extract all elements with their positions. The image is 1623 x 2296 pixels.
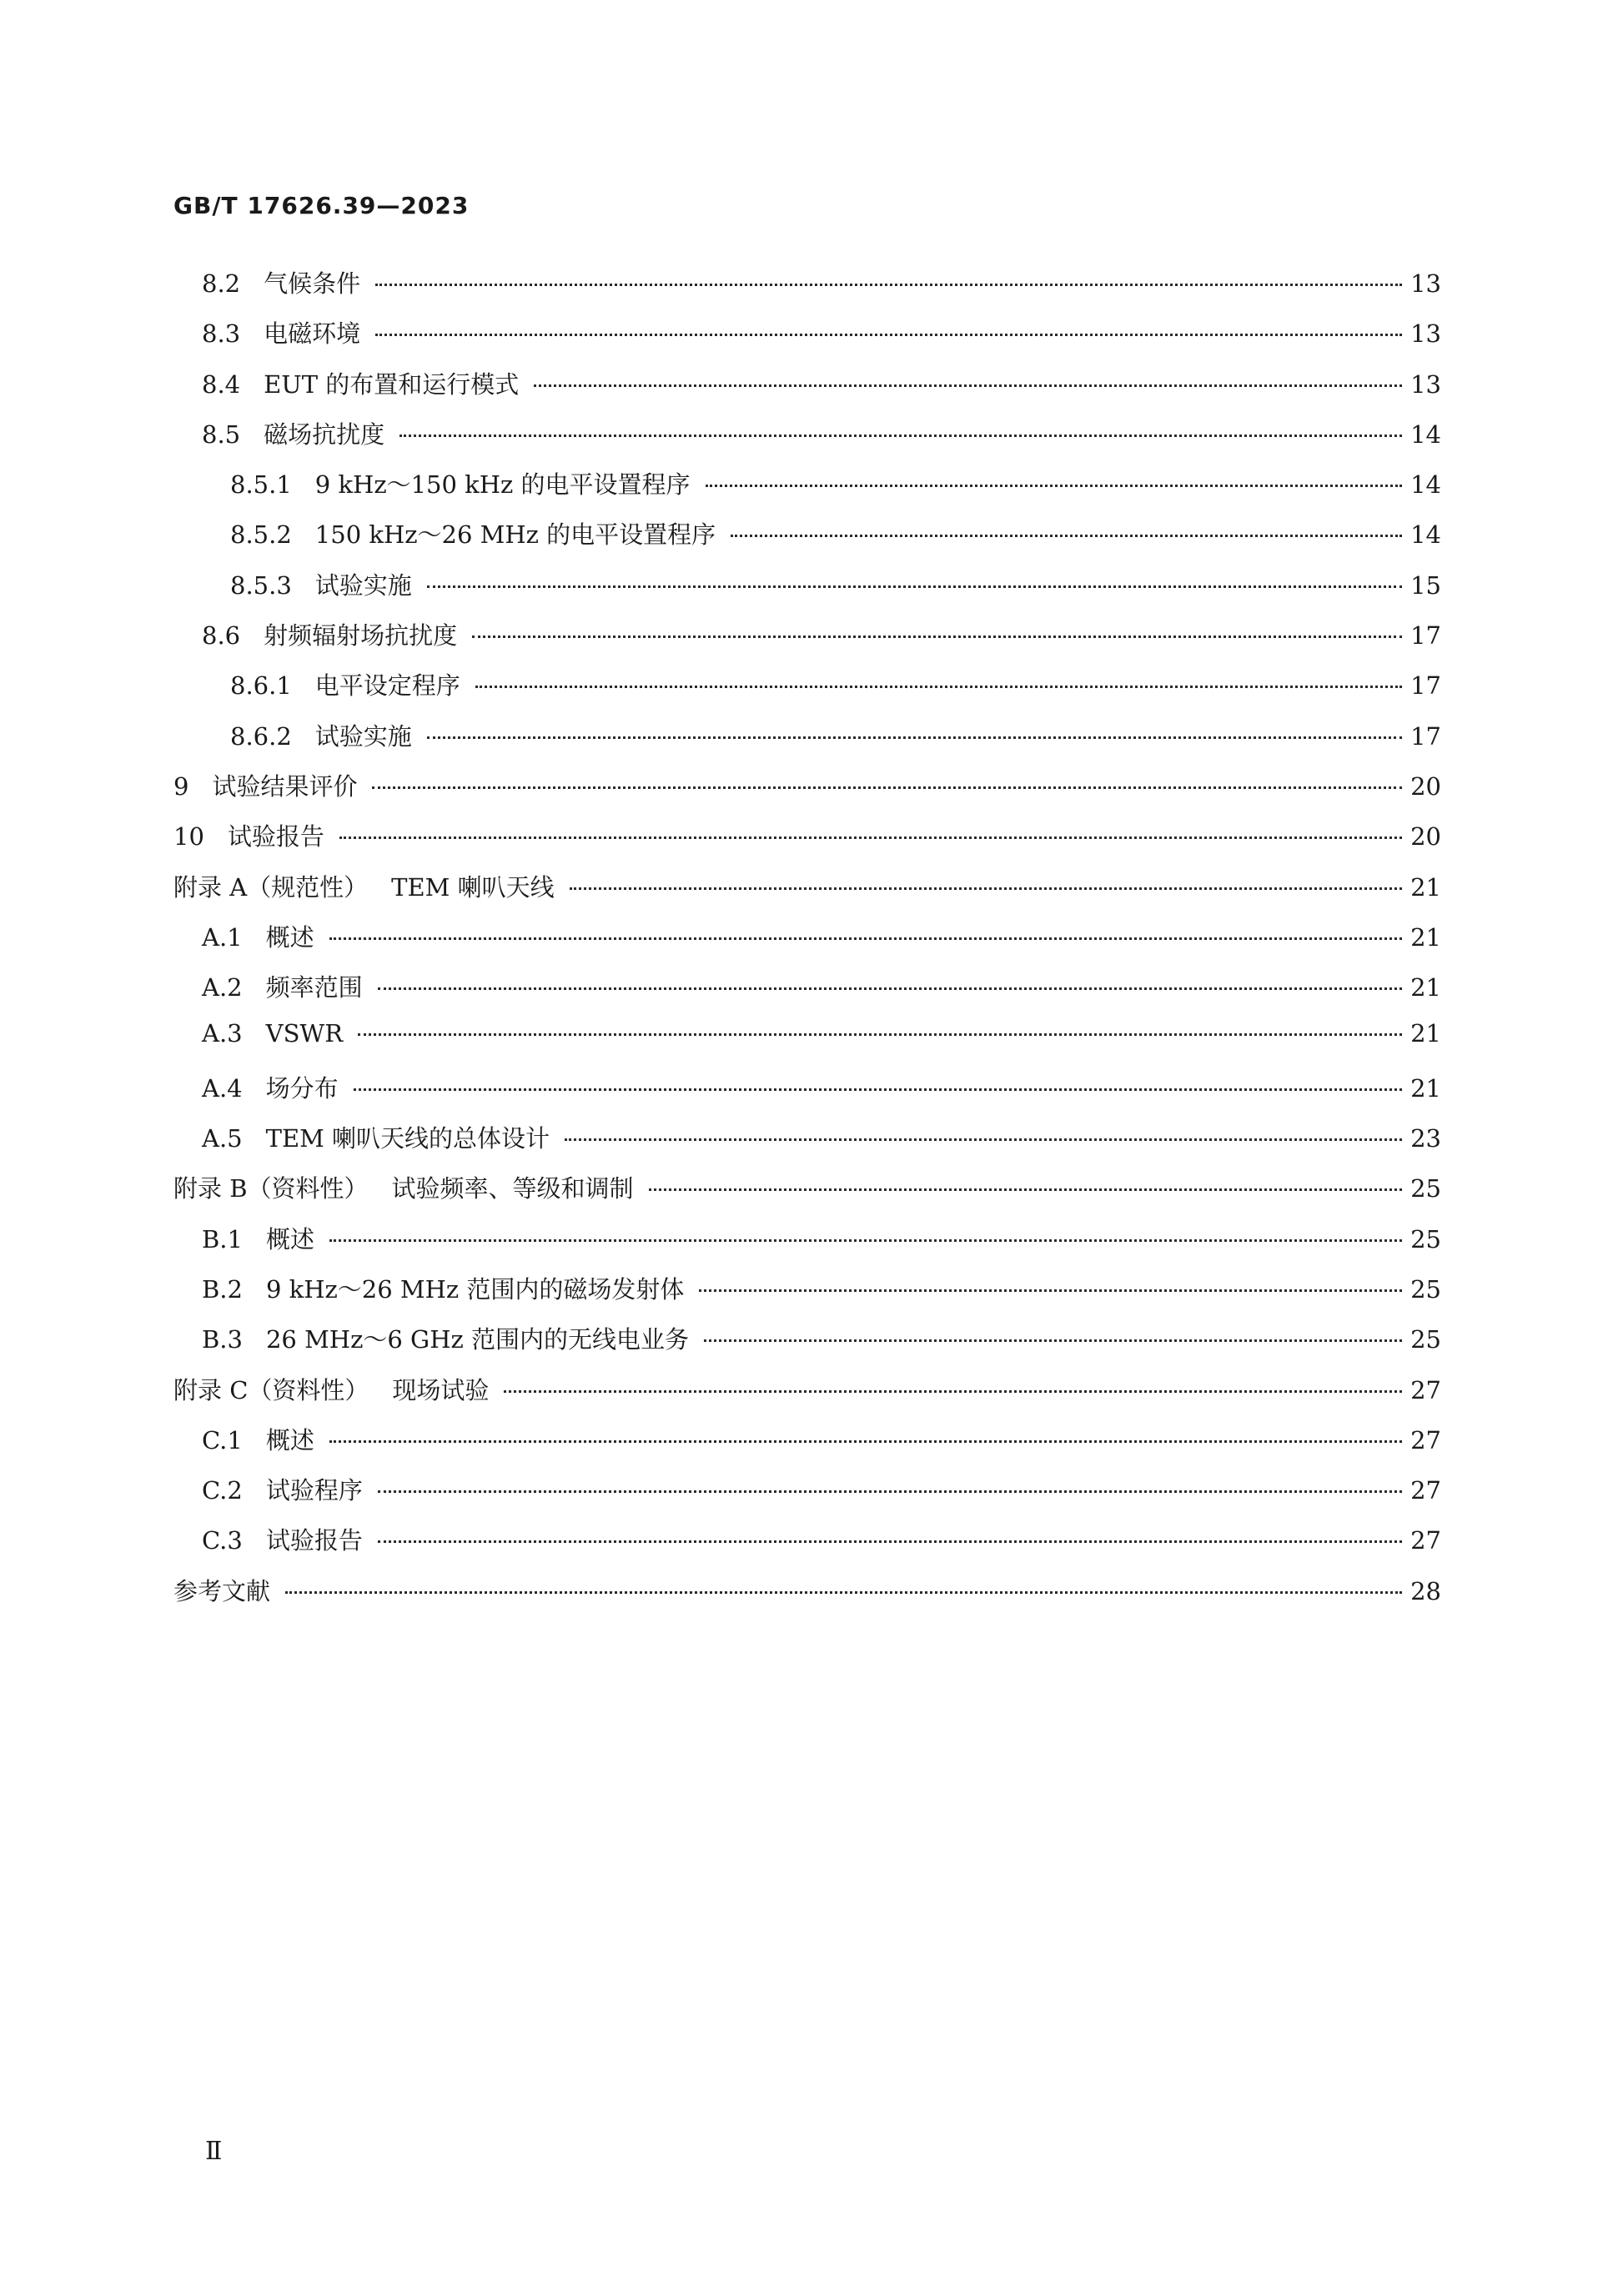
toc-entry-text: 射频辐射场抗扰度 — [264, 621, 458, 651]
toc-entry[interactable] — [173, 1221, 1441, 1271]
toc-entry-text: 试验实施 — [314, 570, 412, 600]
dot-leader — [475, 686, 1402, 688]
dot-leader — [339, 837, 1402, 839]
toc-entry-text: 试验结果评价 — [212, 771, 358, 801]
toc-entry-title — [202, 1472, 369, 1506]
toc-entry-text: 场分布 — [265, 1073, 339, 1103]
toc-entry[interactable] — [173, 1422, 1441, 1472]
toc-entry-page: 25 — [1410, 1325, 1441, 1354]
toc-entry[interactable] — [173, 667, 1441, 717]
toc-entry-page: 27 — [1410, 1425, 1441, 1454]
toc-entry-page: 13 — [1410, 369, 1441, 399]
toc-entry-page: 17 — [1410, 671, 1441, 701]
toc-entry-text: 电磁环境 — [264, 319, 361, 349]
toc-entry-title — [202, 1321, 696, 1355]
toc-entry[interactable] — [173, 1472, 1441, 1522]
toc-entry[interactable] — [173, 1573, 1441, 1623]
dot-leader — [358, 1033, 1402, 1036]
toc-entry-title — [230, 718, 419, 752]
toc-entry-text: 电平设定程序 — [314, 671, 460, 701]
dot-leader — [534, 384, 1402, 387]
toc-entry[interactable] — [173, 1019, 1441, 1069]
toc-entry-number: 8.5 — [202, 420, 241, 449]
toc-entry-title — [230, 516, 722, 550]
toc-entry-page: 21 — [1410, 922, 1441, 952]
toc-entry-number: 附录 C（资料性） — [173, 1375, 369, 1404]
toc-entry-title — [173, 1573, 277, 1607]
toc-entry-title — [230, 667, 467, 701]
dot-leader — [699, 1289, 1402, 1292]
toc-entry-page: 20 — [1410, 771, 1441, 801]
toc-entry-number: 8.5.2 — [230, 520, 292, 550]
toc-entry[interactable] — [173, 567, 1441, 617]
toc-entry-number: 8.6.2 — [230, 721, 292, 751]
toc-entry-title — [202, 416, 391, 450]
toc-entry-page: 27 — [1410, 1375, 1441, 1404]
toc-entry[interactable] — [173, 818, 1441, 868]
toc-entry-number: A.2 — [202, 973, 243, 1002]
toc-entry-text: TEM 喇叭天线的总体设计 — [265, 1124, 550, 1153]
toc-entry-page: 17 — [1410, 721, 1441, 751]
toc-entry-title — [202, 1120, 556, 1154]
toc-entry-number: 8.5.3 — [230, 570, 292, 600]
dot-leader — [329, 937, 1402, 940]
toc-entry-text: 现场试验 — [392, 1375, 490, 1404]
toc-entry[interactable] — [173, 969, 1441, 1019]
toc-entry-number: A.3 — [202, 1019, 243, 1048]
toc-entry-page: 21 — [1410, 1073, 1441, 1103]
toc-entry-title — [202, 969, 369, 1003]
toc-entry-page: 14 — [1410, 470, 1441, 500]
toc-entry-number: C.3 — [202, 1526, 243, 1555]
toc-entry[interactable] — [173, 1070, 1441, 1120]
dot-leader — [504, 1390, 1402, 1393]
toc-entry-title — [202, 617, 464, 651]
dot-leader — [378, 987, 1402, 990]
toc-entry-text: 试验程序 — [265, 1476, 363, 1505]
toc-entry-page: 27 — [1410, 1526, 1441, 1555]
toc-entry-text: 试验实施 — [314, 721, 412, 751]
toc-entry-page: 25 — [1410, 1274, 1441, 1304]
toc-entry[interactable] — [173, 718, 1441, 768]
toc-entry-number: A.1 — [202, 922, 243, 952]
toc-entry-page: 14 — [1410, 520, 1441, 550]
toc-entry-text: 9 kHz～26 MHz 范围内的磁场发射体 — [265, 1274, 685, 1304]
toc-entry-text: 150 kHz～26 MHz 的电平设置程序 — [314, 520, 716, 550]
toc-entry-text: 9 kHz～150 kHz 的电平设置程序 — [314, 470, 691, 500]
toc-entry-title — [173, 1170, 641, 1204]
toc-entry[interactable] — [173, 416, 1441, 466]
toc-entry-number: 8.3 — [202, 319, 241, 349]
toc-entry-title — [202, 1422, 321, 1456]
toc-entry-title — [202, 265, 367, 299]
toc-entry-title — [230, 567, 419, 601]
toc-entry-number: 9 — [173, 771, 189, 801]
toc-entry-number: B.3 — [202, 1325, 243, 1354]
toc-entry[interactable] — [173, 617, 1441, 667]
toc-entry-text: 概述 — [265, 1425, 314, 1454]
toc-entry-title — [173, 768, 364, 802]
toc-entry-number: A.5 — [202, 1124, 243, 1153]
toc-entry-text: TEM 喇叭天线 — [391, 872, 555, 902]
toc-entry-page: 28 — [1410, 1576, 1441, 1605]
toc-entry[interactable] — [173, 1170, 1441, 1220]
toc-entry-text: VSWR — [265, 1019, 344, 1048]
dot-leader — [399, 435, 1402, 437]
dot-leader — [375, 334, 1402, 336]
toc-entry[interactable] — [173, 1120, 1441, 1170]
toc-entry-page: 21 — [1410, 1019, 1441, 1048]
toc-entry-number: 附录 A（规范性） — [173, 872, 369, 902]
toc-entry-page: 13 — [1410, 319, 1441, 349]
toc-entry[interactable] — [173, 1321, 1441, 1371]
toc-entry-text: 气候条件 — [264, 269, 361, 298]
toc-entry-title — [173, 818, 331, 852]
dot-leader — [427, 585, 1402, 588]
toc-entry-text: EUT 的布置和运行模式 — [264, 369, 520, 399]
toc-entry-text: 概述 — [265, 922, 314, 952]
toc-entry-number: B.2 — [202, 1274, 243, 1304]
toc-entry[interactable] — [173, 1522, 1441, 1572]
toc-entry-page: 23 — [1410, 1124, 1441, 1153]
toc-entry[interactable] — [173, 919, 1441, 969]
toc-entry-title — [202, 1522, 369, 1556]
toc-entry-page: 21 — [1410, 872, 1441, 902]
dot-leader — [731, 535, 1402, 537]
toc-entry-page: 17 — [1410, 621, 1441, 651]
toc-entry-number: 8.6 — [202, 621, 241, 651]
toc-entry-number: 8.4 — [202, 369, 241, 399]
toc-entry[interactable] — [173, 366, 1441, 416]
toc-entry-text: 频率范围 — [265, 973, 363, 1002]
table-of-contents — [173, 265, 1441, 1623]
toc-entry-number: 8.2 — [202, 269, 241, 298]
toc-entry-number: 8.6.1 — [230, 671, 292, 701]
toc-entry-title — [230, 466, 697, 500]
toc-entry[interactable] — [173, 1372, 1441, 1422]
dot-leader — [285, 1591, 1402, 1594]
dot-leader — [375, 284, 1402, 286]
toc-entry-text: 概述 — [265, 1224, 314, 1254]
dot-leader — [706, 485, 1403, 487]
toc-entry[interactable] — [173, 869, 1441, 919]
toc-entry-page: 27 — [1410, 1476, 1441, 1505]
toc-entry-title — [202, 919, 321, 953]
toc-entry-page: 14 — [1410, 420, 1441, 449]
dot-leader — [570, 887, 1402, 890]
toc-entry[interactable] — [173, 315, 1441, 365]
toc-entry-number: C.2 — [202, 1476, 243, 1505]
dot-leader — [378, 1540, 1402, 1543]
dot-leader — [329, 1239, 1402, 1242]
document-header: GB/T 17626.39—2023 — [173, 192, 470, 219]
toc-entry-title — [202, 1221, 321, 1255]
toc-entry-text: 试验频率、等级和调制 — [391, 1174, 634, 1203]
toc-entry-number: 附录 B（资料性） — [173, 1174, 369, 1203]
toc-entry-number: C.1 — [202, 1425, 243, 1454]
toc-entry-number: 8.5.1 — [230, 470, 292, 500]
dot-leader — [372, 786, 1402, 789]
dot-leader — [472, 636, 1402, 638]
toc-entry-page: 15 — [1410, 570, 1441, 600]
toc-entry[interactable] — [173, 1271, 1441, 1321]
toc-entry-number: B.1 — [202, 1224, 243, 1254]
toc-entry-title — [173, 869, 561, 903]
toc-entry[interactable] — [173, 768, 1441, 818]
toc-entry-title — [202, 366, 525, 400]
page-number: Ⅱ — [205, 2137, 223, 2166]
dot-leader — [565, 1138, 1402, 1141]
toc-entry[interactable] — [173, 265, 1441, 315]
toc-entry-text: 试验报告 — [227, 822, 324, 852]
toc-entry-title — [173, 1372, 495, 1406]
toc-entry-text: 磁场抗扰度 — [264, 420, 385, 449]
toc-entry-page: 21 — [1410, 973, 1441, 1002]
toc-entry-title — [202, 315, 367, 349]
toc-entry-text: 参考文献 — [173, 1576, 271, 1605]
toc-entry[interactable] — [173, 516, 1441, 566]
toc-entry-title — [202, 1070, 345, 1104]
dot-leader — [329, 1440, 1402, 1443]
dot-leader — [378, 1490, 1402, 1493]
toc-entry-page: 25 — [1410, 1224, 1441, 1254]
toc-entry-page: 13 — [1410, 269, 1441, 298]
dot-leader — [427, 736, 1402, 739]
dot-leader — [354, 1088, 1402, 1091]
toc-entry-text: 试验报告 — [265, 1526, 363, 1555]
toc-entry-page: 20 — [1410, 822, 1441, 852]
toc-entry-text: 26 MHz～6 GHz 范围内的无线电业务 — [265, 1325, 689, 1354]
toc-entry-title — [202, 1019, 349, 1048]
dot-leader — [704, 1339, 1402, 1342]
toc-entry-number: A.4 — [202, 1073, 243, 1103]
toc-entry-number: 10 — [173, 822, 204, 852]
toc-entry-page: 25 — [1410, 1174, 1441, 1203]
dot-leader — [649, 1188, 1403, 1191]
toc-entry-title — [202, 1271, 691, 1305]
toc-entry[interactable] — [173, 466, 1441, 516]
